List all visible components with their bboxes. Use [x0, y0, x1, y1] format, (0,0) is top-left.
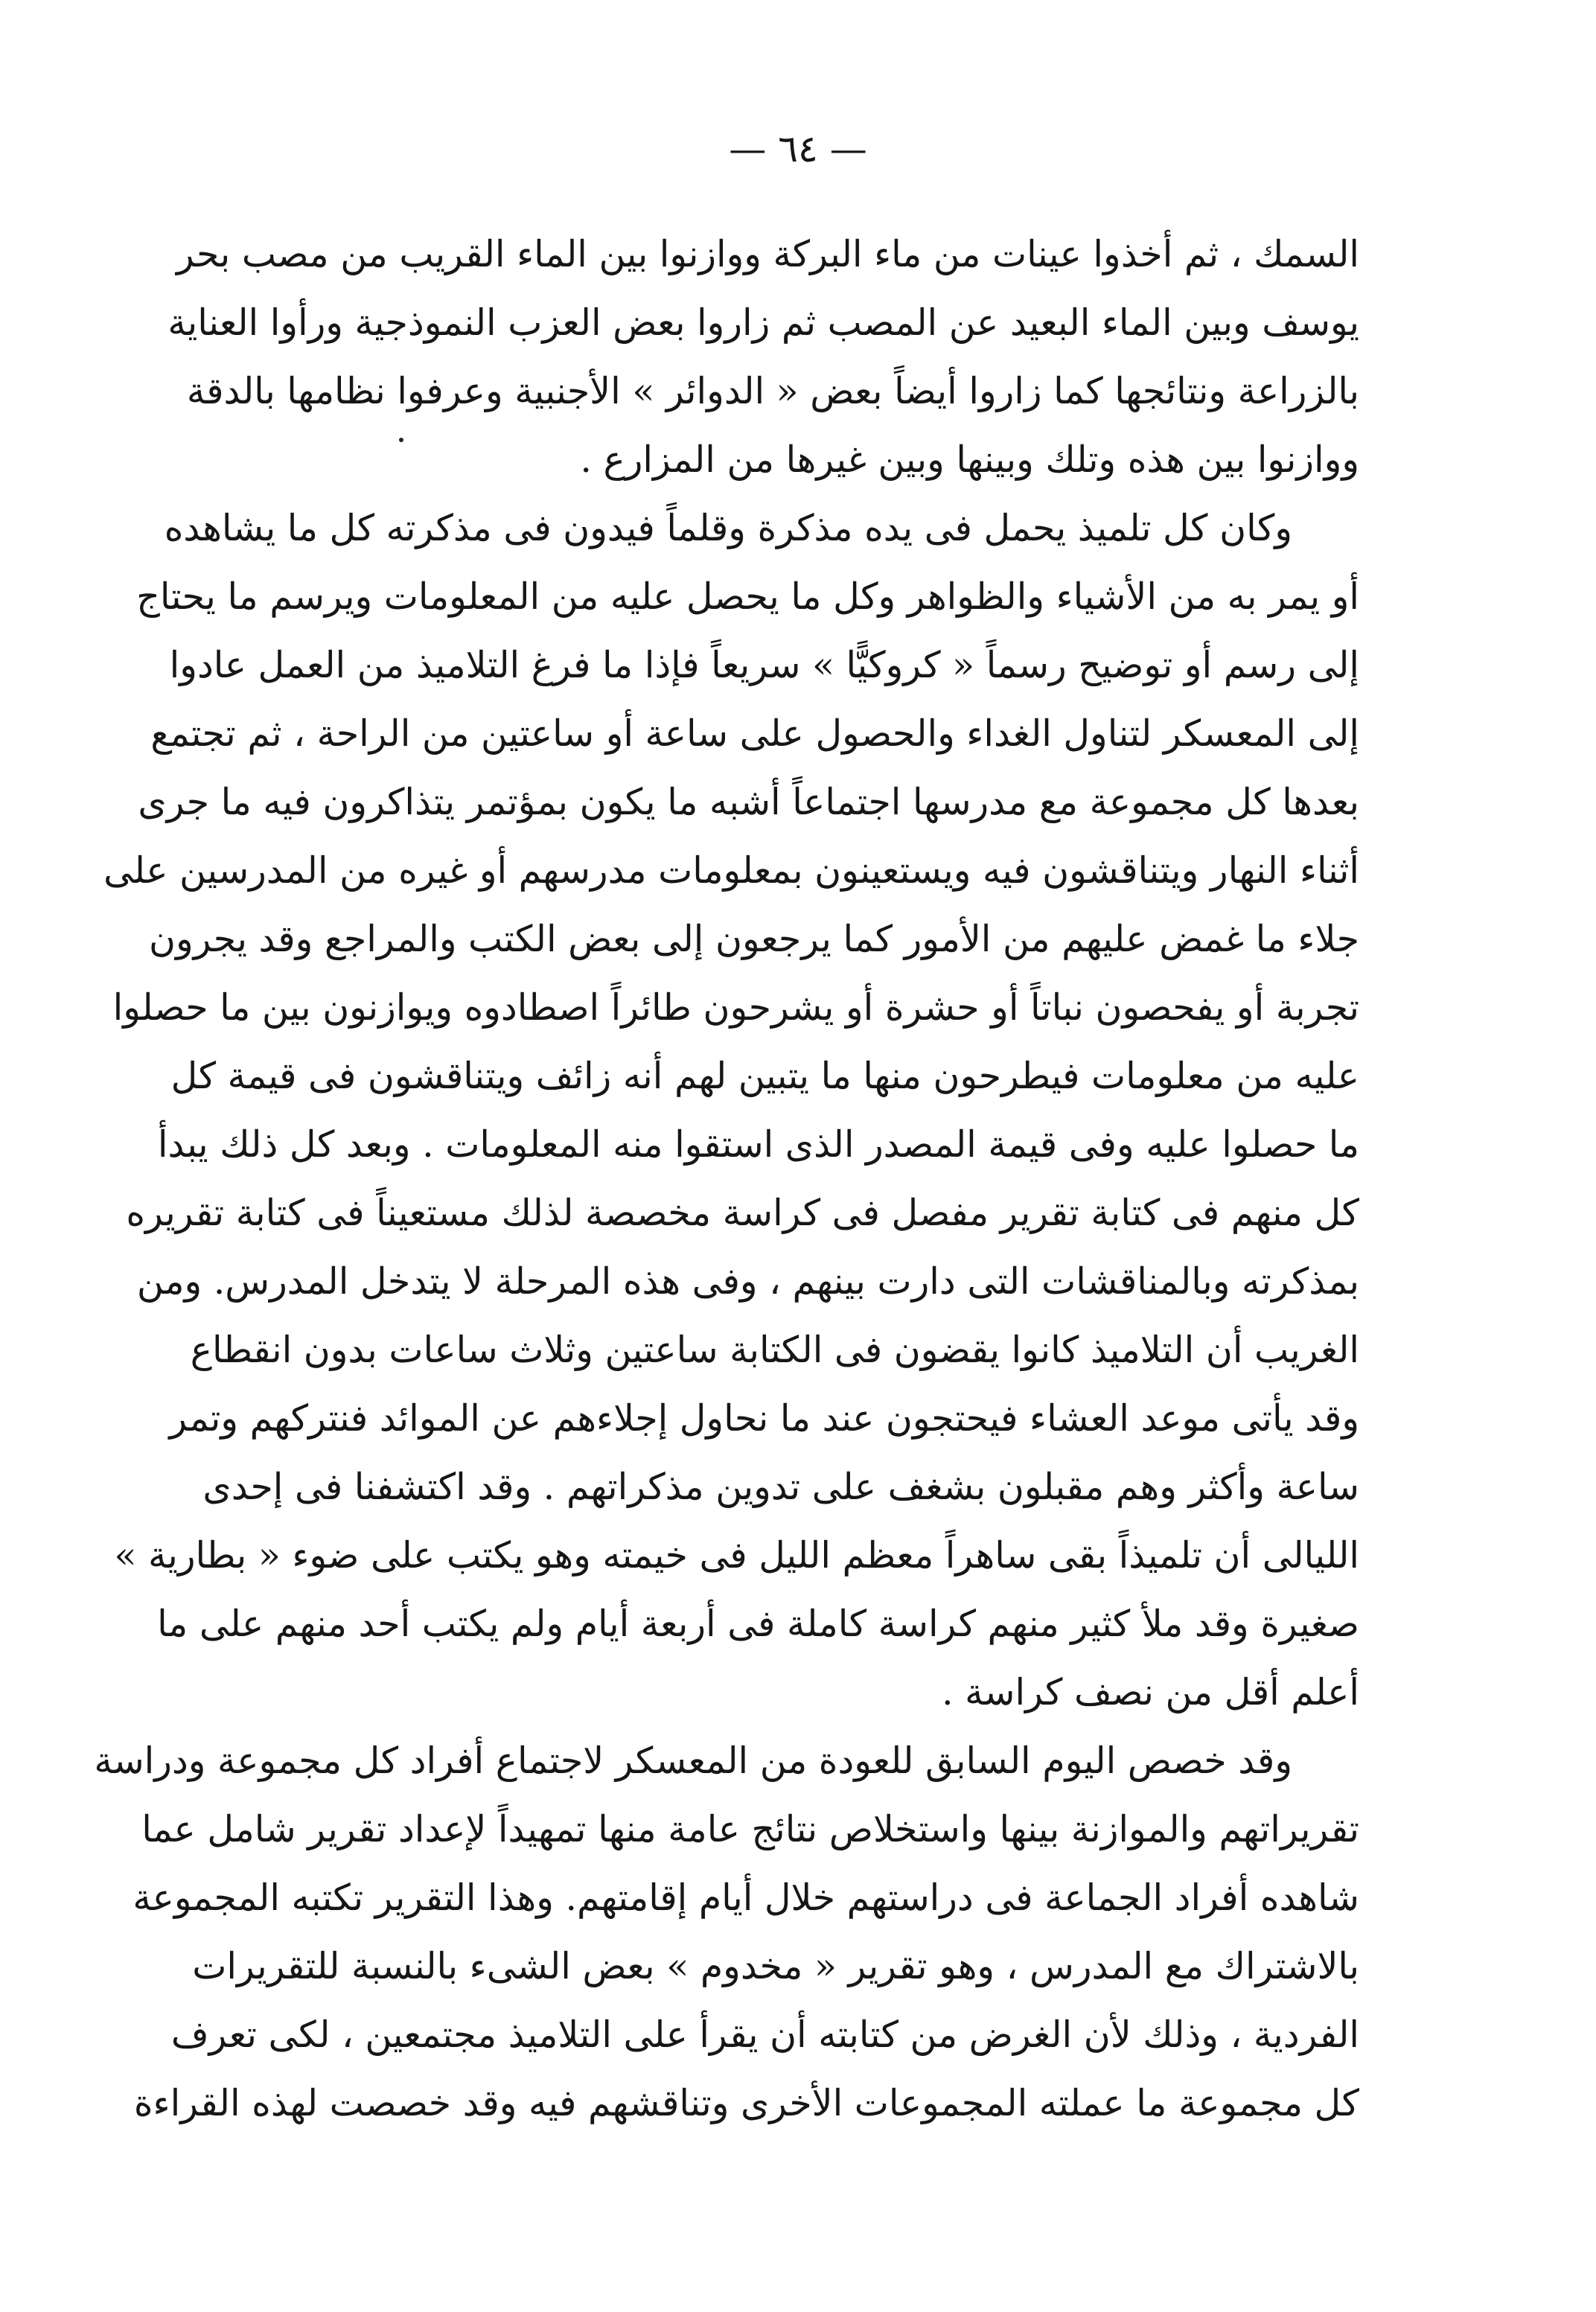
text-line: أو يمر به من الأشياء والظواهر وكل ما يحصل عليه من المعلومات ويرسم ما يحتاج [136, 575, 1359, 618]
ink-speck [399, 438, 403, 442]
text-line: ما حصلوا عليه وفى قيمة المصدر الذى استقوا منه المعلومات . وبعد كل ذلك يبدأ [157, 1123, 1359, 1166]
text-line: وقد يأتى موعد العشاء فيحتجون عند ما نحاول إجلاءهم عن الموائد فنتركهم وتمر [169, 1397, 1359, 1440]
page-number: — ٦٤ — [729, 127, 867, 170]
text-line: صغيرة وقد ملأ كثير منهم كراسة كاملة فى أربعة أيام ولم يكتب أحد منهم على ما [157, 1603, 1359, 1645]
text-line: إلى المعسكر لتناول الغداء والحصول على ساعة أو ساعتين من الراحة ، ثم تجتمع [150, 712, 1359, 755]
text-line: جلاء ما غمض عليهم من الأمور كما يرجعون إلى بعض الكتب والمراجع وقد يجرون [149, 918, 1359, 960]
text-line: إلى رسم أو توضيح رسماً « كروكيًّا » سريعاً فإذا ما فرغ التلاميذ من العمل عادوا [169, 644, 1359, 686]
text-line: ساعة وأكثر وهم مقبلون بشغف على تدوين مذكراتهم . وقد اكتشفنا فى إحدى [202, 1466, 1359, 1508]
text-line: شاهده أفراد الجماعة فى دراستهم خلال أيام إقامتهم. وهذا التقرير تكتبه المجموعة [133, 1877, 1359, 1919]
text-line: الغريب أن التلاميذ كانوا يقضون فى الكتابة ساعتين وثلاث ساعات بدون انقطاع [190, 1329, 1359, 1371]
text-line: الليالى أن تلميذاً بقى ساهراً معظم الليل فى خيمته وهو يكتب على ضوء « بطارية » [114, 1534, 1359, 1577]
text-line: ووازنوا بين هذه وتلك وبينها وبين غيرها من المزارع . [580, 438, 1359, 481]
text-line: السمك ، ثم أخذوا عينات من ماء البركة ووازنوا بين الماء القريب من مصب بحر [176, 233, 1359, 275]
text-line: أعلم أقل من نصف كراسة . [942, 1671, 1359, 1714]
text-line: بالاشتراك مع المدرس ، وهو تقرير « مخدوم » بعض الشىء بالنسبة للتقريرات [192, 1945, 1359, 1987]
text-line: بعدها كل مجموعة مع مدرسها اجتماعاً أشبه ما يكون بمؤتمر يتذاكرون فيه ما جرى [138, 781, 1359, 823]
text-line: كل مجموعة ما عملته المجموعات الأخرى وتناقشهم فيه وقد خصصت لهذه القراءة [133, 2082, 1359, 2124]
text-line: تقريراتهم والموازنة بينها واستخلاص نتائج عامة منها تمهيداً لإعداد تقرير شامل عما [141, 1808, 1359, 1850]
text-line: وقد خصص اليوم السابق للعودة من المعسكر لاجتماع أفراد كل مجموعة ودراسة [94, 1740, 1292, 1782]
text-line: بمذكرته وبالمناقشات التى دارت بينهم ، وفى هذه المرحلة لا يتدخل المدرس. ومن [136, 1260, 1359, 1303]
text-line: كل منهم فى كتابة تقرير مفصل فى كراسة مخصصة لذلك مستعيناً فى كتابة تقريره [126, 1192, 1359, 1234]
text-line: أثناء النهار ويتناقشون فيه ويستعينون بمعلومات مدرسهم أو غيره من المدرسين على [103, 849, 1359, 892]
text-line: بالزراعة ونتائجها كما زاروا أيضاً بعض « الدوائر » الأجنبية وعرفوا نظامها بالدقة [186, 370, 1359, 412]
text-line: يوسف وبين الماء البعيد عن المصب ثم زاروا بعض العزب النموذجية ورأوا العناية [167, 301, 1359, 344]
text-line: عليه من معلومات فيطرحون منها ما يتبين لهم أنه زائف ويتناقشون فى قيمة كل [170, 1055, 1359, 1097]
text-line: الفردية ، وذلك لأن الغرض من كتابته أن يقرأ على التلاميذ مجتمعين ، لكى تعرف [170, 2014, 1359, 2056]
text-line: وكان كل تلميذ يحمل فى يده مذكرة وقلماً فيدون فى مذكرته كل ما يشاهده [164, 507, 1292, 549]
text-line: تجربة أو يفحصون نباتاً أو حشرة أو يشرحون طائراً اصطادوه ويوازنون بين ما حصلوا [112, 986, 1359, 1029]
body-text [94, 220, 1359, 2138]
